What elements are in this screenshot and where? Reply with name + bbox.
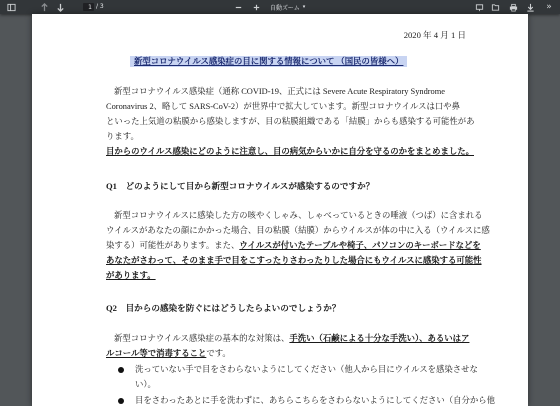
pdf-page <box>32 14 528 406</box>
answer-1-line-2: ウイルスがあなたの顔にかかった場合、目の粘膜（結膜）からウイルスが体の中に入る（ウイルスに感 <box>106 226 490 235</box>
zoom-select[interactable] <box>267 2 308 12</box>
intro-summary: 目からのウイルス感染にどのように注意し、目の病気からいかに自分を守るのかをまとめました。 <box>106 147 474 156</box>
answer-2-text: 新型コロナウイルス感染症の基本的な対策は、 <box>114 334 290 343</box>
document-date: 2020 年 4 月 1 日 <box>403 30 466 40</box>
answer-1-text: 染する）可能性があります。また、 <box>106 241 240 250</box>
open-file-icon[interactable] <box>489 1 501 13</box>
page-number-value: 1 <box>88 3 92 11</box>
previous-page-icon[interactable] <box>38 1 50 13</box>
bullet-icon <box>118 398 124 404</box>
answer-2-emphasis-2: ルコール等で消毒すること <box>106 349 207 358</box>
intro-line-2: Coronavirus 2、略して SARS-CoV-2）が世界中で拡大しています。新型コロナウイルスは口や鼻 <box>106 102 460 111</box>
intro-line-4: ります。 <box>106 132 139 141</box>
bullet-item-2: 目をさわったあとに手を洗わずに、あちらこちらをさわらないようにしてください（自分から他 <box>135 396 496 405</box>
document-title <box>130 56 407 67</box>
chevron-down-icon: ▾ <box>302 4 306 10</box>
answer-1-emphasis-1: ウイルスが付いたテーブルや椅子、パソコンのキーボードなどを <box>239 241 481 250</box>
question-1: Q1 どのようにして目から新型コロナウイルスが感染するのですか？ <box>106 181 375 191</box>
title-text: 新型コロナウイルス感染症の目に関する情報について （国民の皆様へ） <box>134 57 404 66</box>
answer-2-end: です。 <box>206 349 231 358</box>
bullet-item-1-cont: い）。 <box>135 380 156 389</box>
answer-1-line-1: 新型コロナウイルスに感染した方の咳やくしゃみ、しゃべっているときの唾液（つば）に含まれる <box>114 211 483 220</box>
bullet-item-1: 洗っていない手で目をさわらないようにしてください（他人から目にウイルスを感染させな <box>135 365 478 374</box>
answer-1-emphasis-3: があります。 <box>106 271 156 280</box>
next-page-icon[interactable] <box>54 1 66 13</box>
intro-line-1: 新型コロナウイルス感染症（通称 COVID-19、正式には Severe Acute Respiratory Syndrome <box>114 87 445 96</box>
presentation-mode-icon[interactable] <box>473 1 485 13</box>
bullet-icon <box>118 367 124 373</box>
answer-1-emphasis-2: あなたがさわって、そのまま手で目をこすったりさわったりした場合にもウイルスに感染する可能性 <box>106 256 482 265</box>
zoom-in-icon[interactable] <box>250 1 262 13</box>
answer-2-line-1 <box>114 333 469 344</box>
download-icon[interactable] <box>524 1 536 13</box>
more-tools-icon[interactable]: » <box>546 1 552 12</box>
zoom-out-icon[interactable] <box>232 1 244 13</box>
question-2: Q2 目からの感染を防ぐにはどうしたらよいのでしょうか？ <box>106 303 341 313</box>
answer-1-line-3 <box>106 240 481 251</box>
answer-2-emphasis-1: 手洗い（石鹸による十分な手洗い）、あるいはア <box>289 334 470 343</box>
print-icon[interactable] <box>507 1 519 13</box>
zoom-label: 自動ズーム <box>270 4 300 12</box>
pdf-toolbar <box>0 0 560 14</box>
page-number-input[interactable] <box>83 3 94 11</box>
page-total: / 3 <box>96 3 104 10</box>
sidebar-toggle-icon[interactable] <box>5 1 17 13</box>
answer-2-line-2 <box>106 348 476 359</box>
intro-line-3: といった上気道の粘膜から感染しますが、目の粘膜組織である「結膜」からも感染する可能性があ <box>106 117 475 126</box>
